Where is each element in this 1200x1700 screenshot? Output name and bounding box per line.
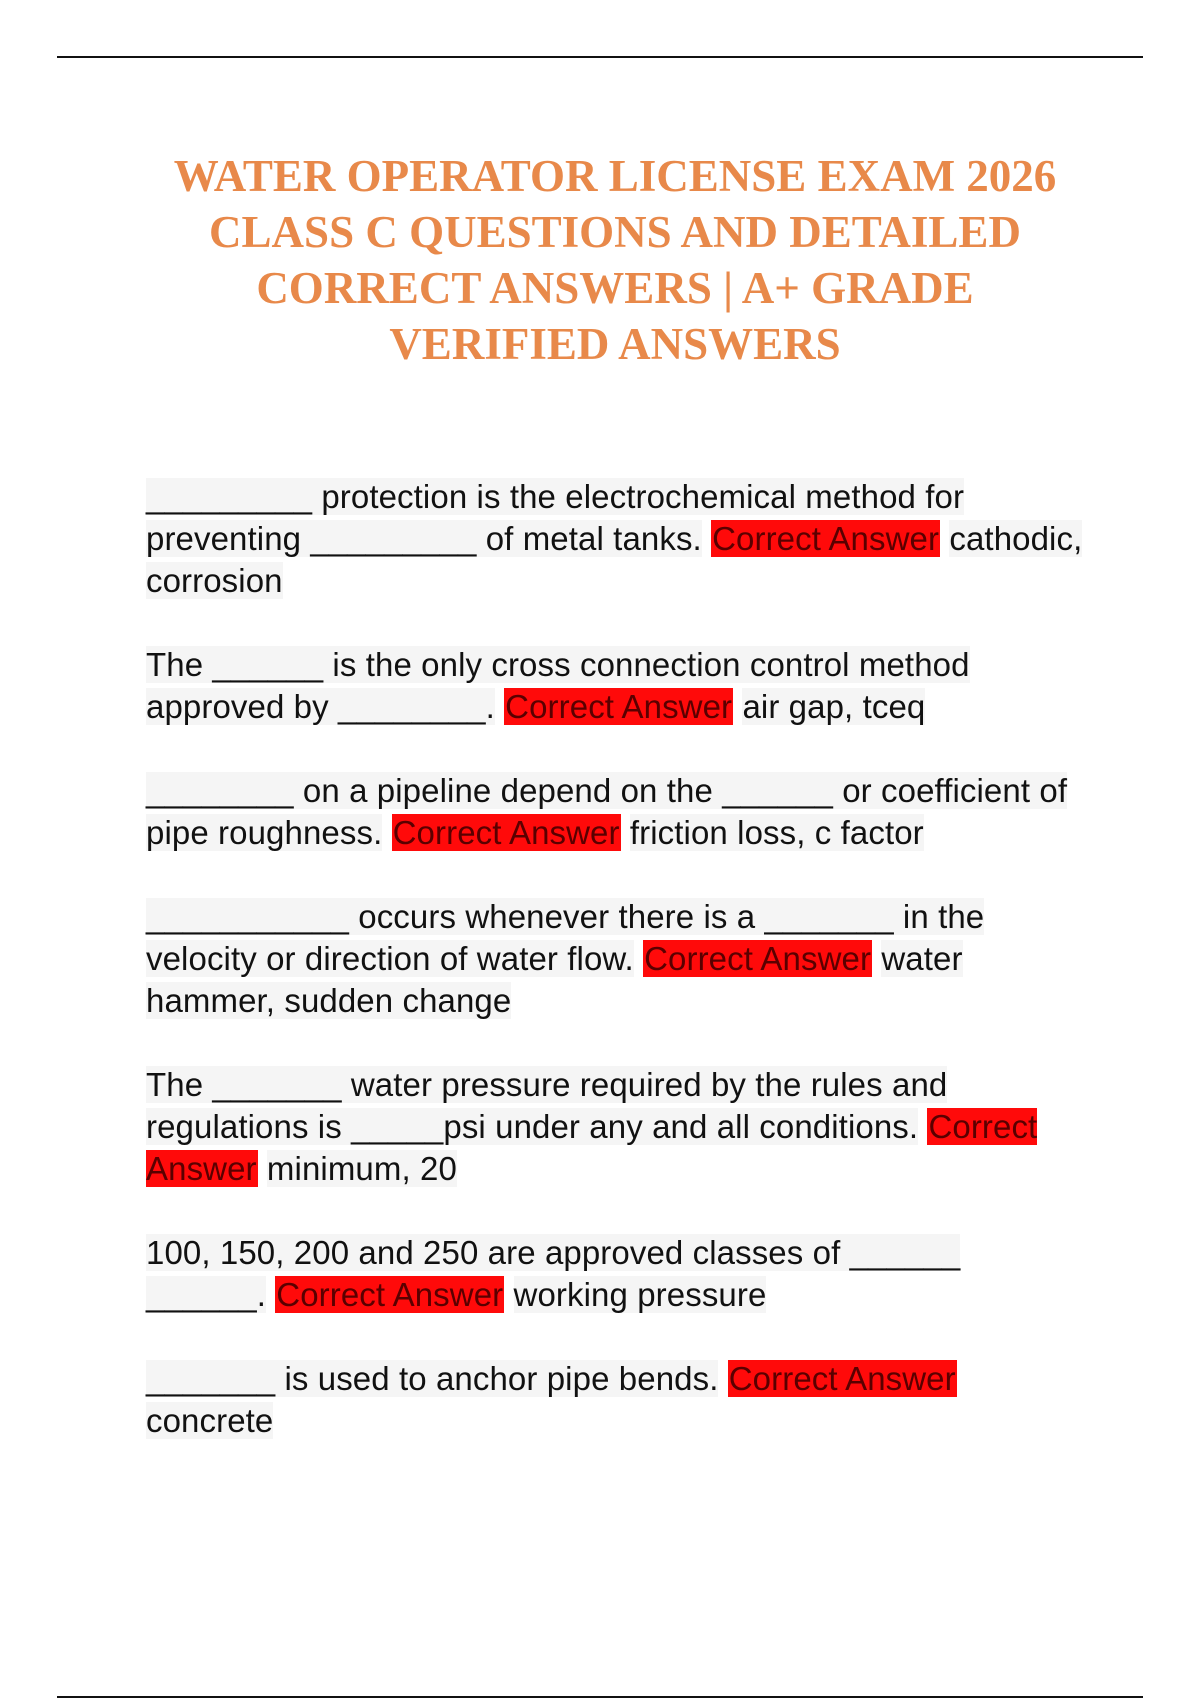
correct-answer-label: Correct Answer [644,940,872,977]
correct-answer-label: Correct Answer [392,814,620,851]
correct-answer-label: Correct Answer [505,688,733,725]
question-text: The _______ water pressure required by the rules and regulations is _____psi under any and all conditions. [146,1066,948,1145]
qa-item [146,1064,1086,1190]
answer-text: friction loss, c factor [629,814,924,851]
question-text: _________ protection is the electrochemical method for preventing _________ of metal tanks. [146,478,965,557]
question-text: The ______ is the only cross connection control method approved by ________. [146,646,970,725]
question-text: ________ on a pipeline depend on the ______ or coefficient of pipe roughness. [146,772,1068,851]
answer-text: minimum, 20 [266,1150,457,1187]
question-text: _______ is used to anchor pipe bends. [146,1360,719,1397]
document-title: WATER OPERATOR LICENSE EXAM 2026 CLASS C QUESTIONS AND DETAILED CORRECT ANSWERS | A+ GRADE VERIFIED ANSWERS [173,151,1057,369]
qa-item [146,1232,1086,1316]
top-rule [57,56,1143,58]
bottom-rule [57,1696,1143,1698]
answer-text: cathodic, corrosion [146,520,1083,599]
question-text: ___________ occurs whenever there is a _______ in the velocity or direction of water flow. [146,898,985,977]
correct-answer-label: Correct Answer [276,1276,504,1313]
qa-item [146,476,1086,602]
answer-text: air gap, tceq [742,688,926,725]
qa-list [146,476,1086,1484]
correct-answer-label: Correct Answer [728,1360,956,1397]
answer-text: working pressure [513,1276,767,1313]
answer-text: concrete [146,1402,274,1439]
qa-item [146,644,1086,728]
qa-item [146,896,1086,1022]
qa-item [146,770,1086,854]
question-text: 100, 150, 200 and 250 are approved classes of ______ ______. [146,1234,961,1313]
correct-answer-label: Correct Answer [146,1108,1038,1187]
answer-text: water hammer, sudden change [146,940,963,1019]
qa-item [146,1358,1086,1442]
correct-answer-label: Correct Answer [712,520,940,557]
